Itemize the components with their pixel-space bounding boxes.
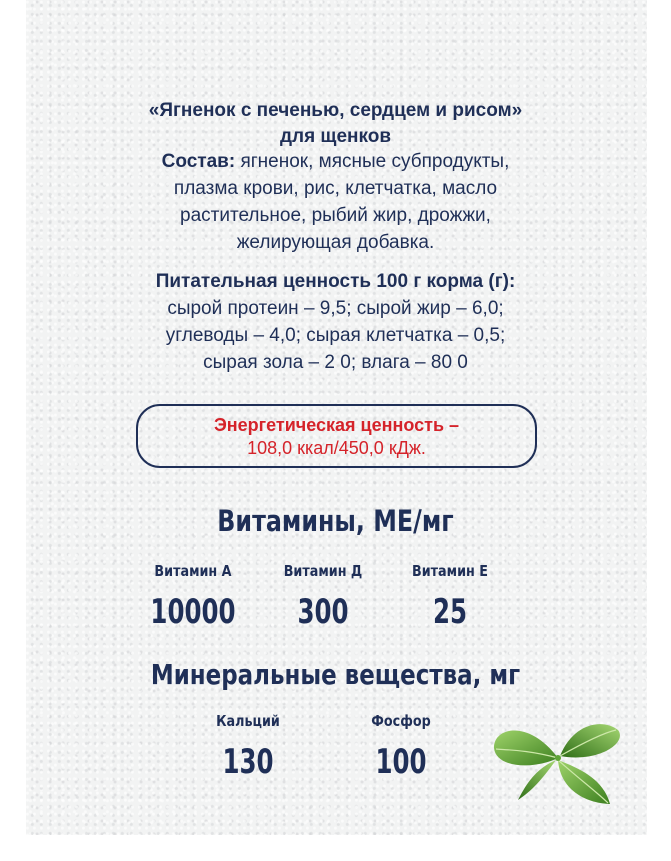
vitamin-d-value: 300 bbox=[297, 592, 349, 632]
nutrition-section bbox=[0, 268, 671, 376]
vitamin-a-value: 10000 bbox=[150, 592, 236, 632]
nutrition-line2: углеводы – 4,0; сырая клетчатка – 0,5; bbox=[165, 325, 506, 346]
basil-leaves-icon bbox=[488, 708, 628, 808]
vitamin-e-value: 25 bbox=[432, 592, 468, 632]
minerals-heading: Минеральные вещества, мг bbox=[150, 658, 521, 691]
calcium-value: 130 bbox=[222, 742, 274, 782]
phosphorus-label: Фосфор bbox=[371, 712, 431, 730]
calcium-label: Кальций bbox=[216, 712, 280, 730]
composition-line3: растительное, рыбий жир, дрожжи, bbox=[180, 205, 491, 226]
product-title-line1: «Ягненок с печенью, сердцем и рисом» bbox=[148, 100, 523, 121]
composition-line4: желирующая добавка. bbox=[236, 232, 435, 253]
composition-line1 bbox=[0, 148, 671, 175]
product-title bbox=[0, 98, 671, 150]
vitamin-a-label: Витамин А bbox=[154, 562, 232, 580]
composition-line2: плазма крови, рис, клетчатка, масло bbox=[173, 178, 498, 199]
vitamins-heading: Витамины, МЕ/мг bbox=[217, 504, 454, 538]
energy-title: Энергетическая ценность – bbox=[213, 415, 460, 435]
product-title-line2: для щенков bbox=[279, 126, 392, 147]
energy-box bbox=[136, 404, 537, 468]
nutrition-line1: сырой протеин – 9,5; сырой жир – 6,0; bbox=[167, 298, 504, 319]
nutrition-heading: Питательная ценность 100 г корма (г): bbox=[155, 271, 516, 292]
energy-value: 108,0 ккал/450,0 кДж. bbox=[247, 438, 426, 458]
composition-section bbox=[0, 148, 671, 256]
phosphorus-value: 100 bbox=[375, 742, 427, 782]
composition-text1: ягненок, мясные субпродукты, bbox=[240, 151, 510, 172]
vitamin-d-label: Витамин Д bbox=[283, 562, 363, 580]
mineral-phosphorus bbox=[321, 712, 481, 782]
composition-label: Состав: bbox=[161, 151, 236, 172]
vitamin-e bbox=[370, 562, 530, 632]
mineral-calcium bbox=[168, 712, 328, 782]
vitamin-e-label: Витамин Е bbox=[412, 562, 488, 580]
nutrition-line3: сырая зола – 2 0; влага – 80 0 bbox=[203, 352, 468, 373]
